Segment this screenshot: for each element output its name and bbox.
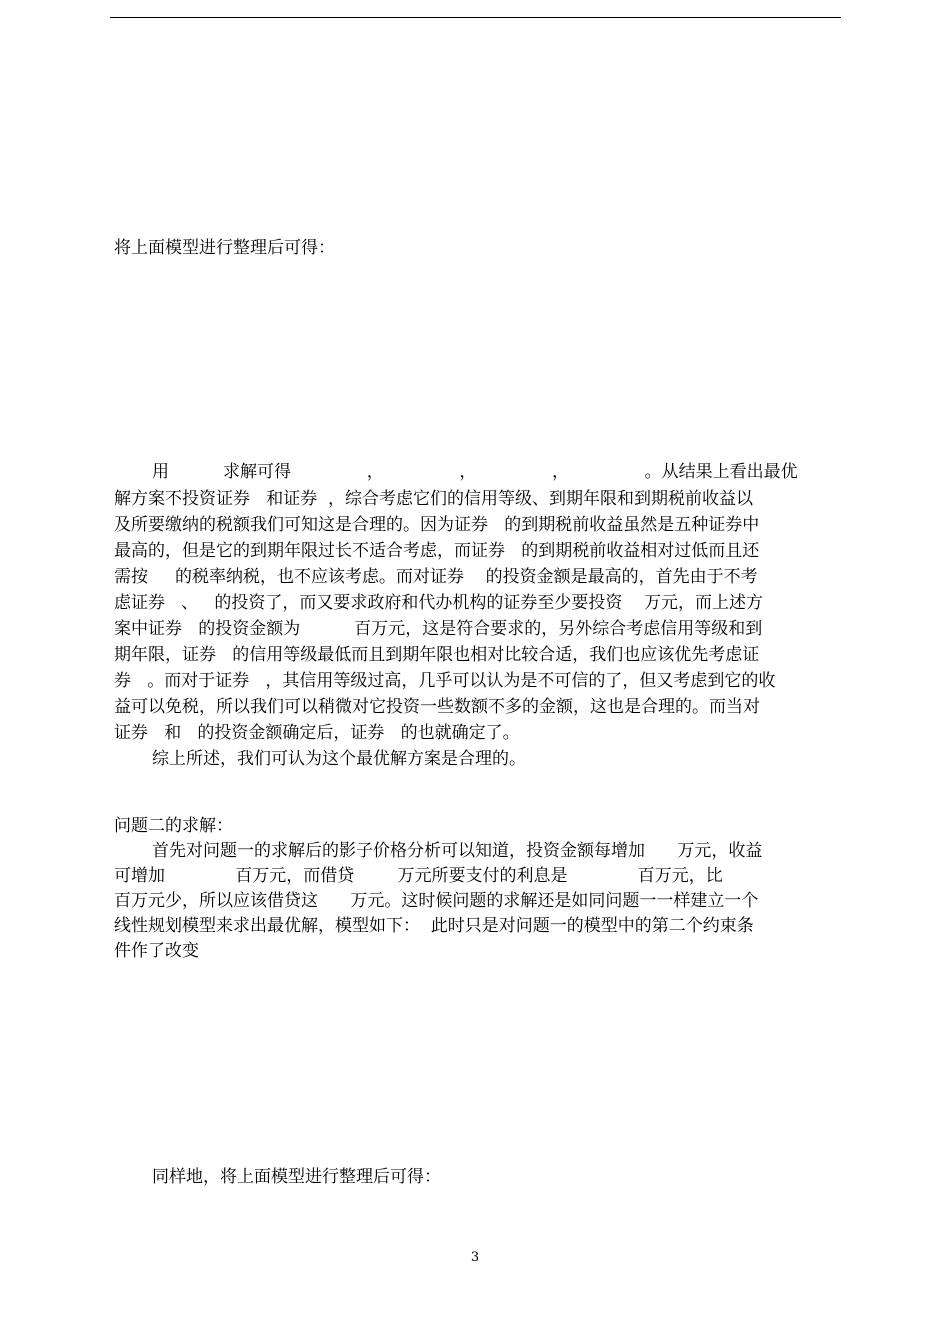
analysis-line: 用 求解可得 ， ， ， 。从结果上看出最优 [152, 462, 798, 482]
analysis-line: 需按 的税率纳税，也不应该考虑。而对证券 的投资金额是最高的，首先由于不考 [114, 567, 758, 587]
analysis-line: 案中证券 的投资金额为 百万元，这是符合要求的，另外综合考虑信用等级和到 [114, 619, 763, 639]
intro-line: 将上面模型进行整理后可得： [114, 238, 335, 258]
problem2-line: 首先对问题一的求解后的影子价格分析可以知道，投资金额每增加 万元，收益 [152, 841, 763, 861]
problem2-line: 线性规划模型来求出最优解，模型如下： 此时只是对问题一的模型中的第二个约束条 [114, 916, 754, 936]
analysis-line: 解方案不投资证券 和证券 ，综合考虑它们的信用等级、到期年限和到期税前收益以 [114, 489, 754, 509]
closing-line: 同样地，将上面模型进行整理后可得： [152, 1167, 441, 1187]
analysis-line: 最高的，但是它的到期年限过长不适合考虑，而证券 的到期税前收益相对过低而且还 [114, 541, 760, 561]
problem2-line: 百万元少，所以应该借贷这 万元。这时候问题的求解还是如同问题一一样建立一个 [114, 891, 759, 911]
analysis-line: 证券 和 的投资金额确定后，证券 的也就确定了。 [114, 723, 520, 743]
analysis-line: 及所要缴纳的税额我们可知这是合理的。因为证券 的到期税前收益虽然是五种证券中 [114, 515, 760, 535]
analysis-line: 益可以免税，所以我们可以稍微对它投资一些数额不多的金额，这也是合理的。而当对 [114, 697, 760, 717]
header-rule [110, 17, 841, 18]
analysis-line: 虑证券 、 的投资了，而又要求政府和代办机构的证券至少要投资 万元，而上述方 [114, 593, 764, 613]
page-number: 3 [470, 1250, 480, 1265]
conclusion-line: 综上所述，我们可认为这个最优解方案是合理的。 [152, 749, 526, 769]
problem2-heading: 问题二的求解： [114, 816, 233, 836]
problem2-line: 可增加 百万元，而借贷 万元所要支付的利息是 百万元，比 [114, 866, 723, 886]
analysis-line: 券 。而对于证券 ，其信用等级过高，几乎可以认为是不可信的了，但又考虑到它的收 [114, 671, 776, 691]
problem2-line: 件作了改变 [114, 941, 199, 961]
analysis-line: 期年限，证券 的信用等级最低而且到期年限也相对比较合适，我们也应该优先考虑证 [114, 645, 760, 665]
